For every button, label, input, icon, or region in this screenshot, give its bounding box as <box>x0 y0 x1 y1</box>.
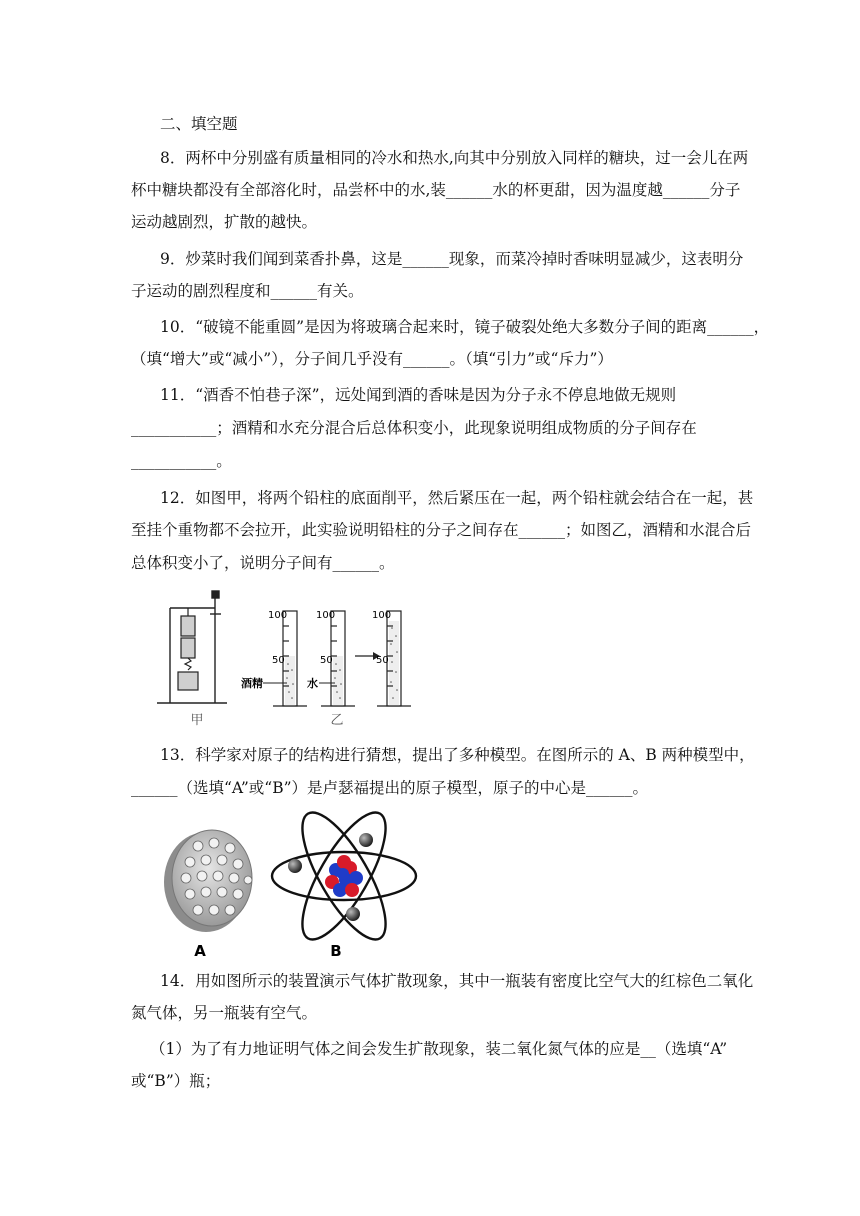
q14-line-2: 氮气体，另一瓶装有空气。 <box>131 1004 318 1022</box>
tick-100-c: 100 <box>372 610 392 621</box>
label-a: A <box>194 942 206 960</box>
tick-100-a: 100 <box>268 610 288 621</box>
q8-line-3: 运动越剧烈，扩散的越快。 <box>131 213 318 231</box>
q8-line-2: 杯中糖块都没有全部溶化时，品尝杯中的水,装______水的杯更甜，因为温度越______分子 <box>131 181 741 199</box>
q11-line-3: ___________。 <box>131 452 232 470</box>
label-b: B <box>330 942 342 960</box>
q13-line-1: 13．科学家对原子的结构进行猜想，提出了多种模型。在图所示的 A、B 两种模型中， <box>160 746 755 764</box>
q12-line-2: 至挂个重物都不会拉开，此实验说明铅柱的分子之间存在______；如图乙，酒精和水混合后 <box>131 521 752 539</box>
nucleus <box>325 855 363 897</box>
figure-13-drawing <box>160 810 420 960</box>
tick-100-b: 100 <box>316 610 336 621</box>
tick-50-c: 50 <box>376 655 389 666</box>
plum-pudding-model <box>164 830 252 932</box>
figure-12-drawing <box>155 586 415 726</box>
lead-cylinders <box>178 608 198 690</box>
label-alcohol: 酒精 <box>241 677 263 690</box>
tick-50-b: 50 <box>320 655 333 666</box>
q9-line-1: 9．炒菜时我们闻到菜香扑鼻，这是______现象，而菜冷掉时香味明显减少，这表明分 <box>160 250 744 268</box>
q8-line-1: 8．两杯中分别盛有质量相同的冷水和热水,向其中分别放入同样的糖块，过一会儿在两 <box>160 149 749 167</box>
q14-line-1: 14．用如图所示的装置演示气体扩散现象，其中一瓶装有密度比空气大的红棕色二氧化 <box>160 972 754 990</box>
figure-12 <box>155 586 415 726</box>
tick-50-a: 50 <box>272 655 285 666</box>
q11-line-2: ___________；酒精和水充分混合后总体积变小，此现象说明组成物质的分子间存在 <box>131 419 697 437</box>
q12-line-3: 总体积变小了，说明分子间有______。 <box>131 554 395 572</box>
label-water: 水 <box>307 677 318 690</box>
q12-line-1: 12．如图甲，将两个铅柱的底面削平，然后紧压在一起，两个铅柱就会结合在一起，甚 <box>160 489 754 507</box>
q13-line-2: ______（选填“A”或“B”）是卢瑟福提出的原子模型，原子的中心是______。 <box>131 779 649 797</box>
label-jia: 甲 <box>190 713 204 726</box>
q11-line-1: 11．“酒香不怕巷子深”，远处闻到酒的香味是因为分子永不停息地做无规则 <box>160 386 677 404</box>
q9-line-2: 子运动的剧烈程度和______有关。 <box>131 282 364 300</box>
q10-line-2: （填“增大”或“减小”），分子间几乎没有______。（填“引力”或“斥力”） <box>131 350 613 368</box>
figure-13 <box>160 810 420 960</box>
label-yi: 乙 <box>330 713 344 726</box>
q10-line-1: 10．“破镜不能重圆”是因为将玻璃合起来时，镜子破裂处绝大多数分子间的距离______， <box>160 318 770 336</box>
section-title: 二、填空题 <box>160 115 238 133</box>
q14-sub1-line-1: （1）为了有力地证明气体之间会发生扩散现象，装二氧化氮气体的应是__（选填“A” <box>150 1040 728 1058</box>
q14-sub1-line-2: 或“B”）瓶； <box>131 1072 221 1090</box>
